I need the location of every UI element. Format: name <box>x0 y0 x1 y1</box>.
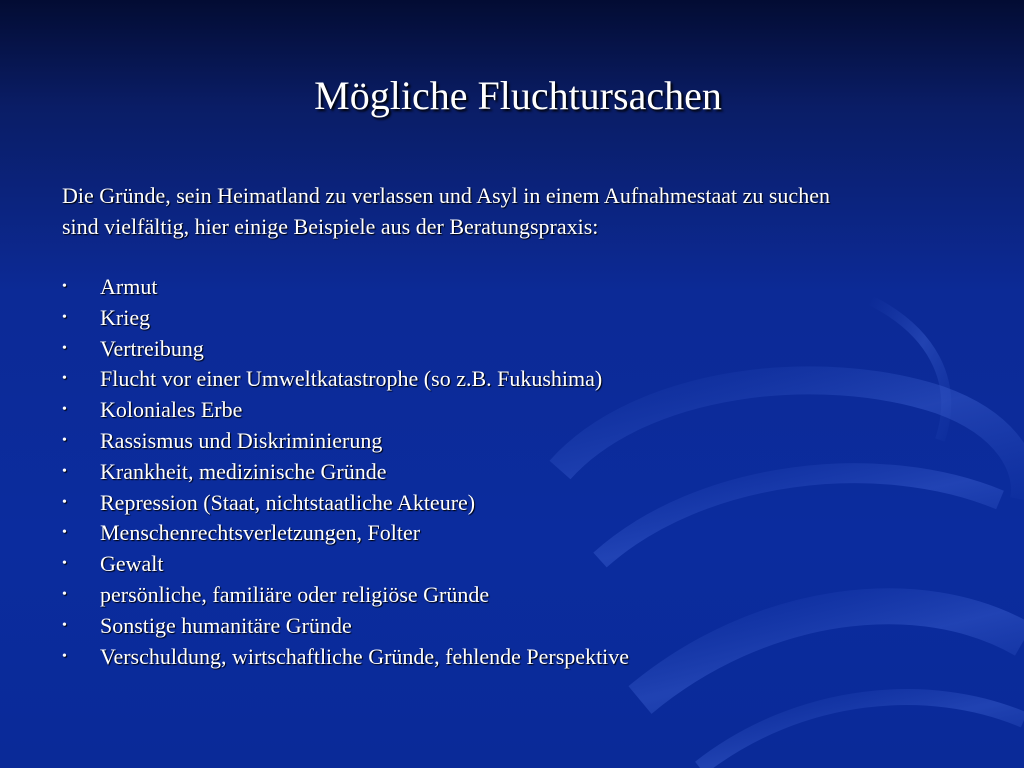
list-item-text: persönliche, familiäre oder religiöse Gründe <box>100 581 490 607</box>
list-item <box>62 364 962 395</box>
list-item-text: Sonstige humanitäre Gründe <box>100 612 352 638</box>
bullet-icon: • <box>62 402 67 418</box>
list-item-text: Repression (Staat, nichtstaatliche Akteure) <box>100 489 476 515</box>
list-item <box>62 549 962 580</box>
list-item <box>62 303 962 334</box>
list-item <box>62 457 962 488</box>
list-item <box>62 426 962 457</box>
list-item <box>62 611 962 642</box>
list-item <box>62 395 962 426</box>
bullet-icon: • <box>62 525 67 541</box>
list-item-text: Rassismus und Diskriminierung <box>100 427 383 453</box>
intro-line-2: sind vielfältig, hier einige Beispiele aus der Beratungspraxis: <box>62 214 599 239</box>
intro-line-1: Die Gründe, sein Heimatland zu verlassen und Asyl in einem Aufnahmestaat zu suchen <box>62 183 830 208</box>
list-item-text: Vertreibung <box>100 335 204 361</box>
list-item <box>62 518 962 549</box>
reasons-list <box>62 272 962 672</box>
slide-title: Mögliche Fluchtursachen <box>314 73 722 118</box>
list-item <box>62 334 962 365</box>
bullet-icon: • <box>62 556 67 572</box>
list-item-text: Verschuldung, wirtschaftliche Gründe, fehlende Perspektive <box>100 643 630 669</box>
list-item-text: Armut <box>100 274 158 299</box>
list-item <box>62 272 962 303</box>
bullet-icon: • <box>62 648 67 664</box>
intro-text <box>62 180 962 242</box>
bullet-icon: • <box>62 586 67 602</box>
list-item-text: Krieg <box>100 304 151 330</box>
list-item-text: Koloniales Erbe <box>100 397 243 423</box>
bullet-icon: • <box>62 371 67 387</box>
bullet-icon: • <box>62 617 67 633</box>
list-item <box>62 580 962 611</box>
list-item-text: Gewalt <box>100 551 164 577</box>
list-item-text: Menschenrechtsverletzungen, Folter <box>100 520 421 546</box>
bullet-icon: • <box>62 432 67 448</box>
list-item-text: Flucht vor einer Umweltkatastrophe (so z.B. Fukushima) <box>100 366 603 392</box>
list-item <box>62 642 962 673</box>
list-item-text: Krankheit, medizinische Gründe <box>100 458 387 484</box>
bullet-icon: • <box>62 309 67 325</box>
bullet-icon: • <box>62 279 67 294</box>
bullet-icon: • <box>62 463 67 479</box>
bullet-icon: • <box>62 494 67 510</box>
bullet-icon: • <box>62 340 67 356</box>
list-item <box>62 488 962 519</box>
